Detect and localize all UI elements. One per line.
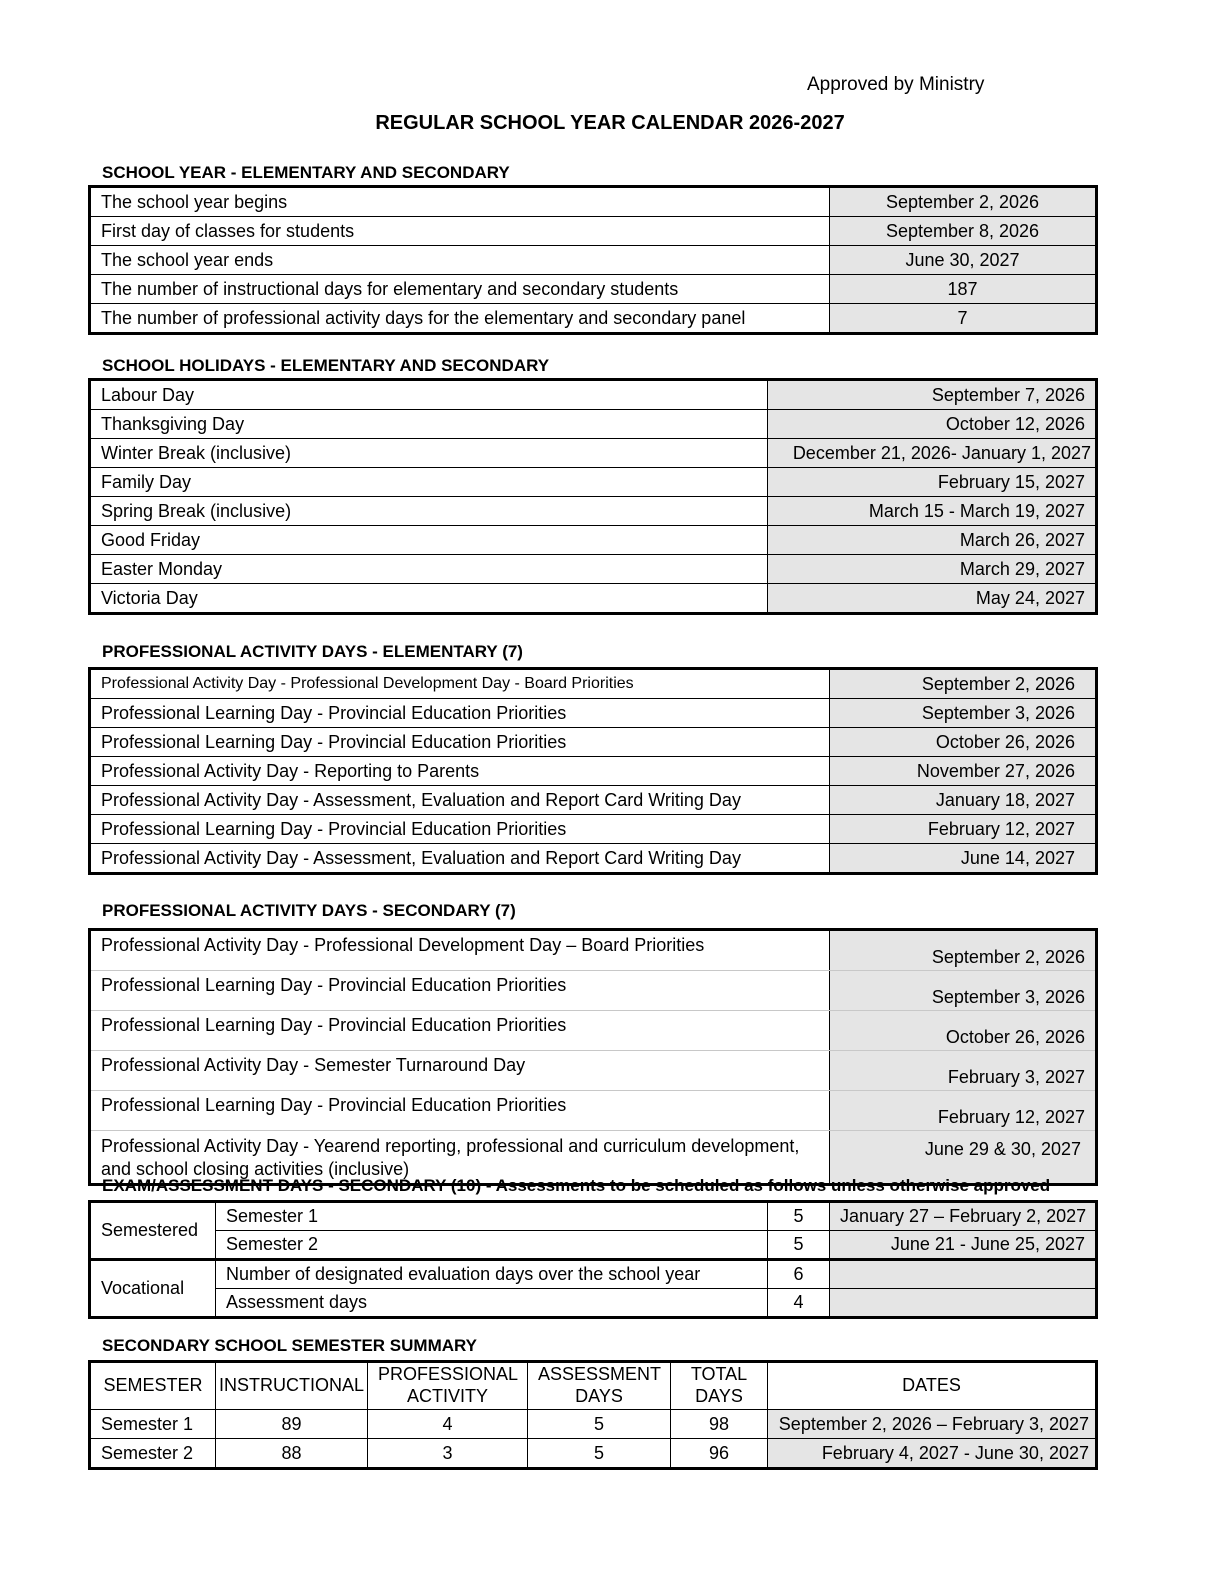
table-row — [90, 699, 1097, 728]
exam-label: Number of designated evaluation days over the school year — [216, 1260, 768, 1289]
exam-count: 6 — [768, 1260, 830, 1289]
row-label: Professional Activity Day - Semester Turnaround Day — [90, 1051, 830, 1091]
table-row — [90, 380, 1097, 410]
row-value: 187 — [830, 275, 1097, 304]
summary-heading: SECONDARY SCHOOL SEMESTER SUMMARY — [102, 1336, 477, 1355]
row-value: June 29 & 30, 2027 — [830, 1131, 1097, 1185]
table-row — [90, 1091, 1097, 1131]
column-header: PROFESSIONAL ACTIVITY — [368, 1362, 528, 1410]
row-label: Good Friday — [90, 526, 768, 555]
table-row — [90, 1439, 1097, 1469]
row-value: September 3, 2026 — [830, 971, 1097, 1011]
row-value: September 2, 2026 — [830, 669, 1097, 699]
column-header: INSTRUCTIONAL — [216, 1362, 368, 1410]
table-row — [90, 526, 1097, 555]
table-row — [90, 930, 1097, 971]
row-label: Professional Activity Day - Reporting to Parents — [90, 757, 830, 786]
exam-count: 4 — [768, 1289, 830, 1318]
table-row — [90, 468, 1097, 497]
row-value: September 2, 2026 — [830, 187, 1097, 217]
row-value: 7 — [830, 304, 1097, 334]
row-value: November 27, 2026 — [830, 757, 1097, 786]
semester-cell: Semester 1 — [90, 1410, 216, 1439]
row-value: January 18, 2027 — [830, 786, 1097, 815]
column-header: DATES — [768, 1362, 1097, 1410]
row-value: February 12, 2027 — [830, 1091, 1097, 1131]
row-label: Labour Day — [90, 380, 768, 410]
semester-cell: Semester 2 — [90, 1439, 216, 1469]
table-row — [90, 786, 1097, 815]
row-value: May 24, 2027 — [768, 584, 1097, 614]
column-header: SEMESTER — [90, 1362, 216, 1410]
exam-label: Semester 1 — [216, 1202, 768, 1231]
table-row — [90, 1289, 1097, 1318]
row-label: Victoria Day — [90, 584, 768, 614]
approval-note: Approved by Ministry — [807, 74, 985, 95]
pa-elementary-table — [88, 667, 1098, 875]
professional-cell: 3 — [368, 1439, 528, 1469]
pa-secondary-heading: PROFESSIONAL ACTIVITY DAYS - SECONDARY (7) — [102, 901, 516, 920]
table-row — [90, 669, 1097, 699]
total-cell: 96 — [671, 1439, 768, 1469]
row-label: Professional Activity Day - Assessment, Evaluation and Report Card Writing Day — [90, 844, 830, 874]
pa-elementary-heading: PROFESSIONAL ACTIVITY DAYS - ELEMENTARY (7) — [102, 642, 523, 661]
exam-count: 5 — [768, 1231, 830, 1260]
row-label: Spring Break (inclusive) — [90, 497, 768, 526]
row-value: February 3, 2027 — [830, 1051, 1097, 1091]
table-row — [90, 1260, 1097, 1289]
row-label: Professional Activity Day - Professional Development Day – Board Priorities — [90, 930, 830, 971]
professional-cell: 4 — [368, 1410, 528, 1439]
exam-label: Assessment days — [216, 1289, 768, 1318]
table-row — [90, 275, 1097, 304]
semestered-label: Semestered — [90, 1202, 216, 1260]
dates-cell: February 4, 2027 - June 30, 2027 — [768, 1439, 1097, 1469]
instructional-cell: 88 — [216, 1439, 368, 1469]
row-label: Professional Learning Day - Provincial Education Priorities — [90, 815, 830, 844]
exam-table — [88, 1200, 1098, 1319]
table-row — [90, 584, 1097, 614]
table-row — [90, 971, 1097, 1011]
row-label: Thanksgiving Day — [90, 410, 768, 439]
table-row — [90, 497, 1097, 526]
row-value: December 21, 2026- January 1, 2027 — [768, 439, 1097, 468]
row-value: September 7, 2026 — [768, 380, 1097, 410]
row-label: The number of professional activity days for the elementary and secondary panel — [90, 304, 830, 334]
row-value: June 30, 2027 — [830, 246, 1097, 275]
holidays-heading: SCHOOL HOLIDAYS - ELEMENTARY AND SECONDARY — [102, 356, 550, 375]
row-label: The school year begins — [90, 187, 830, 217]
row-label: Family Day — [90, 468, 768, 497]
row-value: September 8, 2026 — [830, 217, 1097, 246]
exam-label: Semester 2 — [216, 1231, 768, 1260]
column-header: TOTAL DAYS — [671, 1362, 768, 1410]
row-value: October 12, 2026 — [768, 410, 1097, 439]
table-row — [90, 1011, 1097, 1051]
row-label: Professional Learning Day - Provincial Education Priorities — [90, 1091, 830, 1131]
row-value: March 26, 2027 — [768, 526, 1097, 555]
table-row — [90, 304, 1097, 334]
row-value: June 14, 2027 — [830, 844, 1097, 874]
vocational-label: Vocational — [90, 1260, 216, 1318]
row-label: Professional Learning Day - Provincial Education Priorities — [90, 1011, 830, 1051]
row-value: September 2, 2026 — [830, 930, 1097, 971]
table-row — [90, 728, 1097, 757]
row-label: The school year ends — [90, 246, 830, 275]
assessment-cell: 5 — [528, 1410, 671, 1439]
table-row — [90, 410, 1097, 439]
row-value: October 26, 2026 — [830, 728, 1097, 757]
table-row — [90, 844, 1097, 874]
row-label: Professional Activity Day - Yearend reporting, professional and curriculum development, and school closing activities (inclusive) — [90, 1131, 830, 1185]
row-label: Professional Learning Day - Provincial Education Priorities — [90, 699, 830, 728]
pa-secondary-table — [88, 928, 1098, 1186]
holidays-table — [88, 378, 1098, 615]
table-row — [90, 187, 1097, 217]
row-label: Professional Learning Day - Provincial Education Priorities — [90, 971, 830, 1011]
table-row — [90, 217, 1097, 246]
exam-heading: EXAM/ASSESSMENT DAYS - SECONDARY (10) - Assessments to be scheduled as follows unless otherwise approved — [102, 1176, 1051, 1195]
row-value: September 3, 2026 — [830, 699, 1097, 728]
exam-dates: June 21 - June 25, 2027 — [830, 1231, 1097, 1260]
table-row — [90, 815, 1097, 844]
table-header-row — [90, 1362, 1097, 1410]
school-year-heading: SCHOOL YEAR - ELEMENTARY AND SECONDARY — [102, 163, 510, 182]
table-row — [90, 1051, 1097, 1091]
table-row — [90, 1410, 1097, 1439]
instructional-cell: 89 — [216, 1410, 368, 1439]
row-value: February 12, 2027 — [830, 815, 1097, 844]
exam-count: 5 — [768, 1202, 830, 1231]
row-label: Professional Activity Day - Assessment, Evaluation and Report Card Writing Day — [90, 786, 830, 815]
table-row — [90, 757, 1097, 786]
assessment-cell: 5 — [528, 1439, 671, 1469]
school-year-table — [88, 185, 1098, 335]
row-value: October 26, 2026 — [830, 1011, 1097, 1051]
exam-dates — [830, 1289, 1097, 1318]
dates-cell: September 2, 2026 – February 3, 2027 — [768, 1410, 1097, 1439]
table-row — [90, 555, 1097, 584]
row-label: Professional Activity Day - Professional Development Day - Board Priorities — [90, 669, 830, 699]
row-label: Winter Break (inclusive) — [90, 439, 768, 468]
exam-dates: January 27 – February 2, 2027 — [830, 1202, 1097, 1231]
row-value: February 15, 2027 — [768, 468, 1097, 497]
page-title: REGULAR SCHOOL YEAR CALENDAR 2026-2027 — [375, 112, 845, 134]
table-row — [90, 1231, 1097, 1260]
row-label: Professional Learning Day - Provincial Education Priorities — [90, 728, 830, 757]
summary-table — [88, 1360, 1098, 1470]
row-value: March 29, 2027 — [768, 555, 1097, 584]
row-label: The number of instructional days for elementary and secondary students — [90, 275, 830, 304]
row-label: Easter Monday — [90, 555, 768, 584]
exam-dates — [830, 1260, 1097, 1289]
total-cell: 98 — [671, 1410, 768, 1439]
table-row — [90, 439, 1097, 468]
row-value: March 15 - March 19, 2027 — [768, 497, 1097, 526]
column-header: ASSESSMENT DAYS — [528, 1362, 671, 1410]
table-row — [90, 1202, 1097, 1231]
row-label: First day of classes for students — [90, 217, 830, 246]
table-row — [90, 246, 1097, 275]
